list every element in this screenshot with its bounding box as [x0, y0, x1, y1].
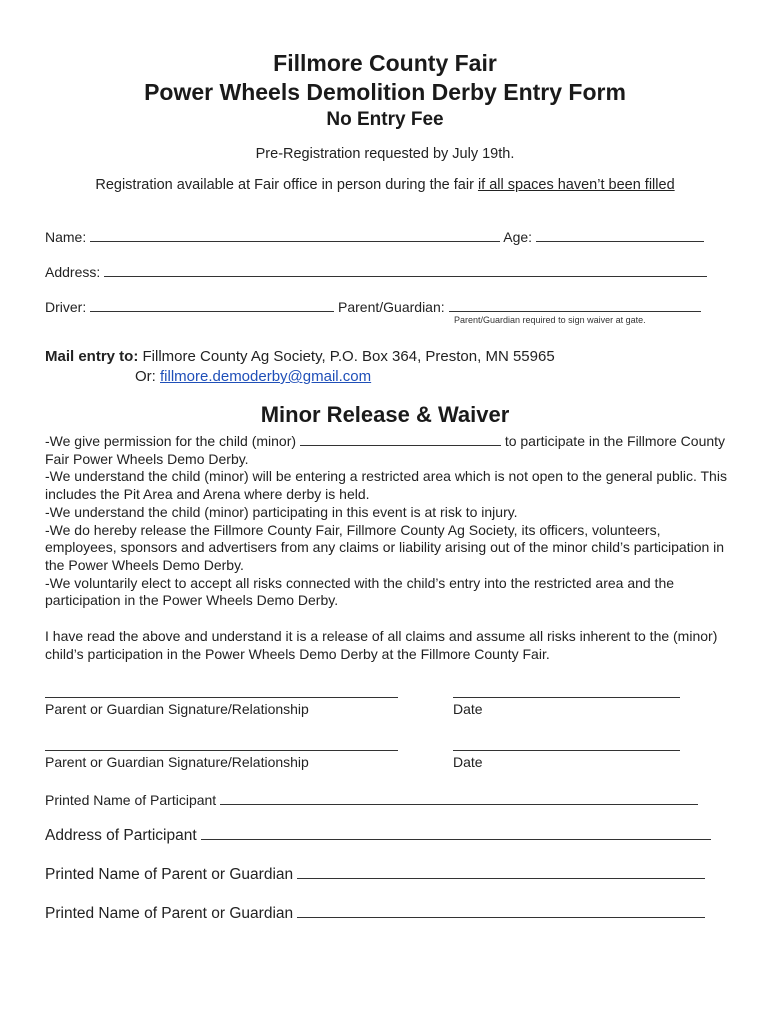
form-title: Fillmore County Fair: [273, 50, 497, 76]
participant-address-label: Address of Participant: [45, 827, 197, 844]
waiver-injury-risk: -We understand the child (minor) participating in this event is at risk to injury.: [45, 503, 518, 520]
minor-name-field[interactable]: [300, 433, 501, 446]
waiver-body: [45, 433, 735, 610]
driver-row: [45, 297, 701, 315]
participant-address-field[interactable]: [201, 825, 711, 840]
name-label: Name:: [45, 229, 87, 245]
parent-guardian-label: Parent/Guardian:: [338, 299, 445, 315]
address-row: [45, 262, 707, 280]
mail-entry: [45, 348, 555, 365]
date-line-2[interactable]: [453, 750, 680, 751]
guardian-name-label-1: Printed Name of Parent or Guardian: [45, 866, 294, 883]
name-field[interactable]: [90, 227, 500, 242]
signature-label-2: Parent or Guardian Signature/Relationship: [45, 754, 309, 770]
guardian-name-field-2[interactable]: [297, 903, 705, 918]
date-label-2: Date: [453, 754, 483, 770]
waiver-heading: Minor Release & Waiver: [260, 402, 510, 427]
date-line-1[interactable]: [453, 697, 680, 698]
name-row: [45, 227, 704, 245]
guardian-name-row-2: [45, 903, 705, 923]
registration-condition: if all spaces haven’t been filled: [477, 177, 675, 193]
guardian-name-field-1[interactable]: [297, 864, 705, 879]
date-label-1: Date: [453, 701, 483, 717]
age-label: Age:: [503, 229, 533, 245]
parent-guardian-field[interactable]: [449, 297, 701, 312]
participant-name-field[interactable]: [220, 790, 698, 805]
preregistration-note: Pre-Registration requested by July 19th.: [255, 146, 515, 162]
participant-name-row: [45, 790, 698, 808]
age-field[interactable]: [536, 227, 704, 242]
address-label: Address:: [45, 264, 101, 280]
guardian-name-row-1: [45, 864, 705, 884]
waiver-permission: -We give permission for the child (minor) to participate in the Fillmore County Fair Power Wheels Demo Derby.: [45, 433, 726, 467]
mail-address: Fillmore County Ag Society, P.O. Box 364, Preston, MN 55965: [138, 348, 555, 365]
participant-name-label: Printed Name of Participant: [45, 792, 217, 808]
or-label: Or:: [135, 368, 160, 385]
guardian-name-label-2: Printed Name of Parent or Guardian: [45, 905, 294, 922]
driver-field[interactable]: [90, 297, 334, 312]
entry-fee-heading: No Entry Fee: [326, 109, 444, 130]
form-subtitle: Power Wheels Demolition Derby Entry Form: [144, 79, 626, 105]
registration-note: Registration available at Fair office in person during the fair if all spaces haven’t been filled: [95, 177, 675, 193]
signature-line-2[interactable]: [45, 750, 398, 751]
waiver-accept-risks: -We voluntarily elect to accept all risks connected with the child’s entry into the restricted area and the participation in the Power Wheels Demo Derby.: [45, 574, 675, 609]
mail-label: Mail entry to:: [45, 348, 139, 365]
signature-line-1[interactable]: [45, 697, 398, 698]
acknowledgement: I have read the above and understand it is a release of all claims and assume all risks inherent to the (minor) child’s participation in the Power Wheels Demo Derby at the Fillmore County Fair.: [45, 628, 718, 662]
waiver-restricted-area: -We understand the child (minor) will be entering a restricted area which is not open to the general public. This includes the Pit Area and Arena where derby is held.: [45, 468, 727, 503]
email-link[interactable]: fillmore.demoderby@gmail.com: [160, 368, 372, 385]
mail-email-row: [135, 368, 371, 385]
parent-guardian-note: Parent/Guardian required to sign waiver at gate.: [454, 315, 646, 325]
waiver-release: -We do hereby release the Fillmore County Fair, Fillmore County Ag Society, its officers, volunteers, employees, sponsors and advertisers from any claims or liability arising out of the minor child’s participation in the Power Wheels Demo Derby.: [45, 521, 725, 573]
address-field[interactable]: [104, 262, 707, 277]
driver-label: Driver:: [45, 299, 87, 315]
signature-label-1: Parent or Guardian Signature/Relationship: [45, 701, 309, 717]
participant-address-row: [45, 825, 711, 845]
